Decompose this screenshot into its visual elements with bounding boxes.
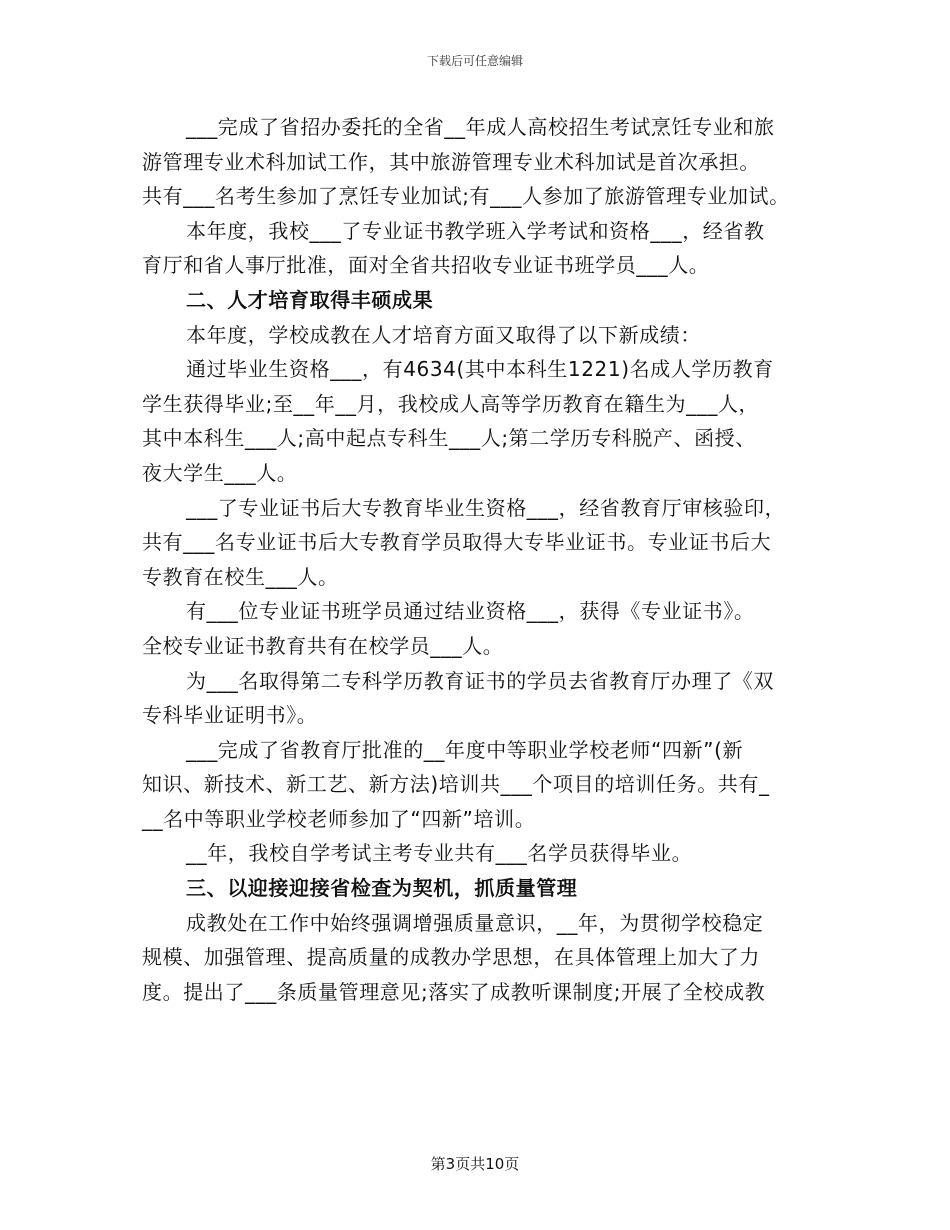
body-line: 其中本科生___人;高中起点专科生___人;第二学历专科脱产、函授、 [142, 426, 756, 451]
body-line: 育厅和省人事厅批准，面对全省共招收专业证书班学员___人。 [142, 253, 710, 278]
body-line: 通过毕业生资格___，有4634(其中本科生1221)名成人学历教育 [186, 357, 774, 382]
document-body [142, 110, 812, 1009]
page-header-note: 下载后可任意编辑 [426, 54, 523, 68]
body-line: 共有___名专业证书后大专教育学员取得大专毕业证书。专业证书后大 [142, 530, 772, 555]
section-heading: 三、以迎接迎接省检查为契机，抓质量管理 [186, 876, 578, 901]
body-line: 夜大学生___人。 [142, 460, 298, 485]
body-line: ___完成了省招办委托的全省__年成人高校招生考试烹饪专业和旅 [186, 115, 775, 139]
body-line: 知识、新技术、新工艺、新方法)培训共___个项目的培训任务。共有_ [142, 772, 770, 797]
body-line: 有___位专业证书班学员通过结业资格___，获得《专业证书》。 [186, 599, 755, 624]
section-heading: 二、人才培育取得丰硕成果 [186, 287, 434, 312]
body-line: 专科毕业证明书》。 [142, 703, 318, 728]
body-line: ___完成了省教育厅批准的__年度中等职业学校老师“四新”(新 [186, 737, 744, 762]
body-line: __名中等职业学校老师参加了“四新”培训。 [142, 806, 536, 831]
body-line: 游管理专业术科加试工作，其中旅游管理专业术科加试是首次承担。 [142, 149, 760, 174]
body-line: 学生获得毕业;至__年__月，我校成人高等学历教育在籍生为___人， [142, 391, 760, 416]
body-line: 专教育在校生___人。 [142, 564, 339, 589]
body-line: 规模、加强管理、提高质量的成教办学思想，在具体管理上加大了力 [142, 945, 760, 970]
body-line: 共有___名考生参加了烹饪专业加试;有___人参加了旅游管理专业加试。 [142, 184, 790, 209]
body-line: ___了专业证书后大专教育毕业生资格___，经省教育厅审核验印， [186, 495, 786, 520]
body-line: 全校专业证书教育共有在校学员___人。 [142, 633, 504, 658]
body-line: 本年度，我校___了专业证书教学班入学考试和资格___，经省教 [186, 218, 765, 243]
body-line: 成教处在工作中始终强调增强质量意识，__年，为贯彻学校稳定 [186, 910, 764, 935]
body-line: 度。提出了___条质量管理意见;落实了成教听课制度;开展了全校成教 [142, 979, 766, 1004]
body-line: 为___名取得第二专科学历教育证书的学员去省教育厅办理了《双 [186, 668, 774, 693]
page-number: 第3页共10页 [430, 1155, 520, 1173]
body-line: 本年度，学校成教在人才培育方面又取得了以下新成绩： [186, 322, 701, 347]
body-line: __年，我校自学考试主考专业共有___名学员获得毕业。 [186, 841, 693, 866]
